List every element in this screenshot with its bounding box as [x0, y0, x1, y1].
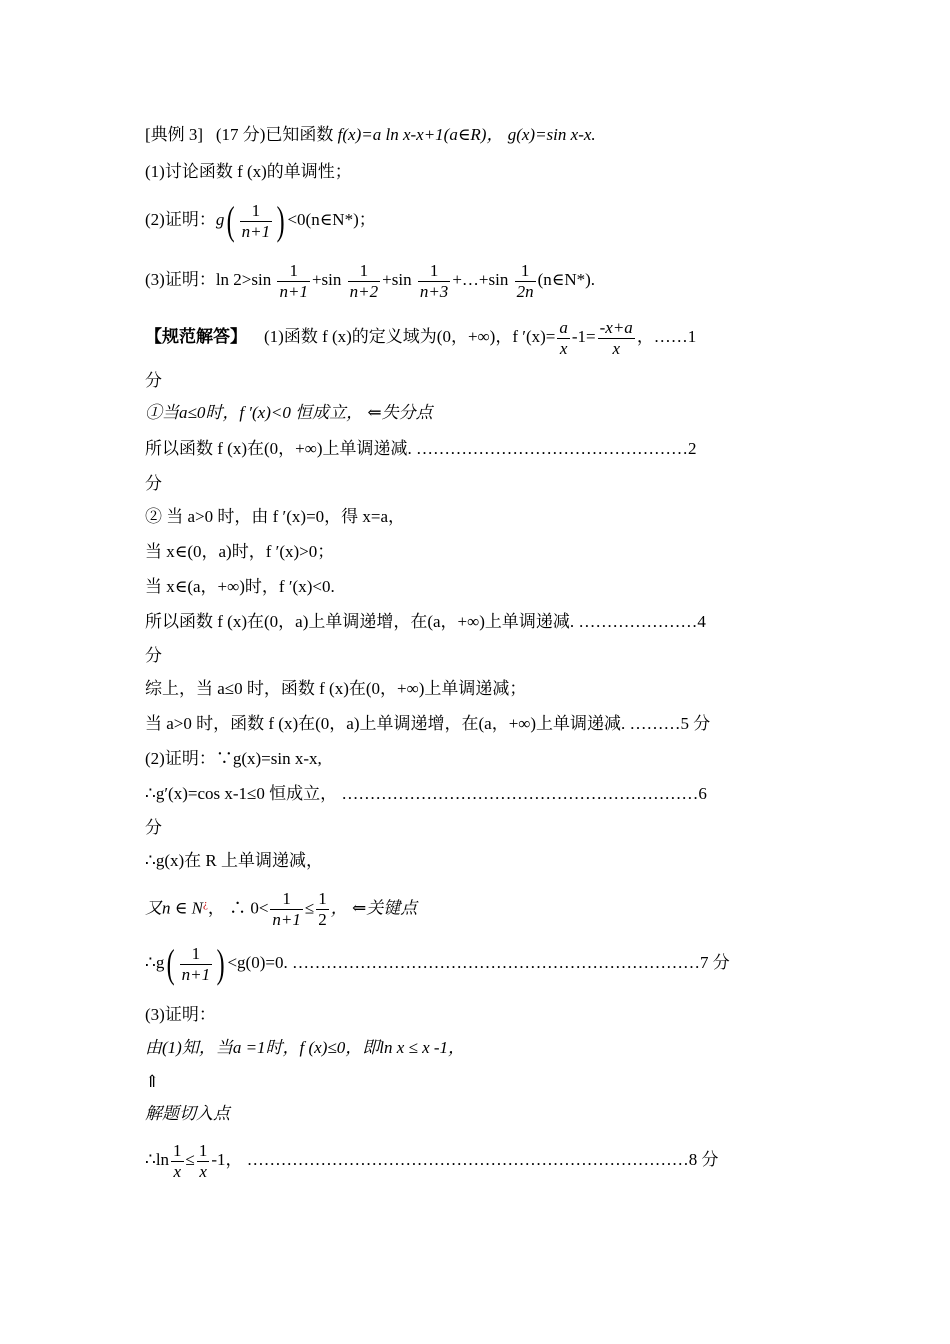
line-ln-inequality: ∴ln $\frac{1}{x}$ ≤ $\frac{1}{x}$ -1， ……………………………………………………………………8 分 — [145, 1140, 719, 1181]
solution-header: 【规范解答】 — [145, 327, 247, 346]
g-definition: g(x)=sin x-x. — [507, 125, 596, 144]
question-2: (2)证明：g( $\frac{1}{n+1}$ ) <0(n∈N*)； — [145, 198, 376, 244]
line-case-1: ①当a≤0时，f ′(x)<0 恒成立， ⇐失分点 — [145, 403, 433, 422]
problem-tag: [典例 3] — [145, 125, 204, 144]
l13-suffix: <g(0)=0. ………………………………………………………………7 分 — [227, 953, 730, 972]
line-proof-3-start: (3)证明： — [145, 1005, 216, 1024]
score-label: 分 — [145, 371, 162, 390]
score-label: 分 — [145, 646, 162, 665]
line-case-2: ② 当 a>0 时，由 f ′(x)=0，得 x=a， — [145, 507, 406, 526]
problem-score: (17 分)已知函数 — [215, 125, 334, 144]
q3-prefix: (3)证明：ln 2>sin — [145, 270, 272, 289]
line-derivative-g: ∴g′(x)=cos x-1≤0 恒成立， ………………………………………………………6 — [145, 784, 707, 803]
problem-statement — [145, 124, 596, 146]
arrow-up-icon: ⇑ — [145, 1072, 160, 1091]
line-summary-2: 当 a>0 时，函数 f (x)在(0，a)上单调递增，在(a，+∞)上单调递减. ………5 分 — [145, 714, 711, 733]
l12-suffix: ， ⇐关键点 — [330, 898, 418, 918]
s1-end: ，……1 — [636, 327, 697, 346]
l18-prefix: ∴ln — [145, 1150, 170, 1169]
score-label: 分 — [145, 818, 162, 837]
line-proof-2-start: (2)证明：∵g(x)=sin x-x, — [145, 749, 322, 768]
line-summary-1: 综上，当 a≤0 时，函数 f (x)在(0，+∞)上单调递减； — [145, 679, 527, 698]
question-3: (3)证明：ln 2>sin $\frac{1}{n+1}$ +sin $\frac{1}{n+2}$ +sin $\frac{1}{n+3}$ +…+sin $\frac{1}{2n}$ (n∈N*). — [145, 260, 596, 301]
l12-mid: ， ∴ 0< — [207, 898, 269, 918]
f-definition: f(x)=a ln x-x+1(a∈R)， — [337, 125, 504, 144]
line-interval-1: 当 x∈(0，a)时，f ′(x)>0； — [145, 542, 335, 561]
fraction-1-over-n-plus-1: $\frac{1}{n+1}$ — [241, 200, 271, 241]
l18-suffix: -1， ……………………………………………………………………8 分 — [211, 1150, 719, 1169]
line-from-1: 由(1)知，当a =1时，f (x)≤0，即ln x ≤ x -1， — [145, 1038, 466, 1057]
l13-prefix: ∴g — [145, 953, 165, 972]
question-1: (1)讨论函数 f (x)的单调性； — [145, 162, 352, 181]
l12-prefix: 又n ∈ N — [145, 898, 203, 918]
line-g-value: ∴g( $\frac{1}{n+1}$ ) <g(0)=0. ………………………………………………………………7 分 — [145, 941, 730, 987]
l12-mark: ¿ — [202, 898, 208, 910]
line-decreasing: 所以函数 f (x)在(0，+∞)上单调递减. …………………………………………2 — [145, 439, 697, 458]
q2-suffix: <0(n∈N*)； — [287, 210, 376, 229]
q3-suffix: (n∈N*). — [537, 270, 596, 289]
score-label: 分 — [145, 474, 162, 493]
q2-prefix: (2)证明： — [145, 210, 216, 229]
line-monotonic: 所以函数 f (x)在(0，a)上单调递增，在(a，+∞)上单调递减. …………………4 — [145, 612, 706, 631]
solution-part-1-header: 【规范解答】 (1)函数 f (x)的定义域为(0，+∞)，f ′(x)= $\frac{a}{x}$ -1= $\frac{-x+a}{x}$ ，……1 — [145, 317, 697, 358]
s1-text: (1)函数 f (x)的定义域为(0，+∞)，f ′(x)= — [264, 327, 556, 346]
line-interval-2: 当 x∈(a，+∞)时，f ′(x)<0. — [145, 577, 335, 596]
line-key-point: 又n ∈ N¿， ∴ 0< $\frac{1}{n+1}$ ≤ $\frac{1}{2}$ ， ⇐关键点 — [145, 889, 418, 930]
line-entry-point: 解题切入点 — [145, 1104, 230, 1123]
line-g-decreasing: ∴g(x)在 R 上单调递减， — [145, 851, 323, 870]
